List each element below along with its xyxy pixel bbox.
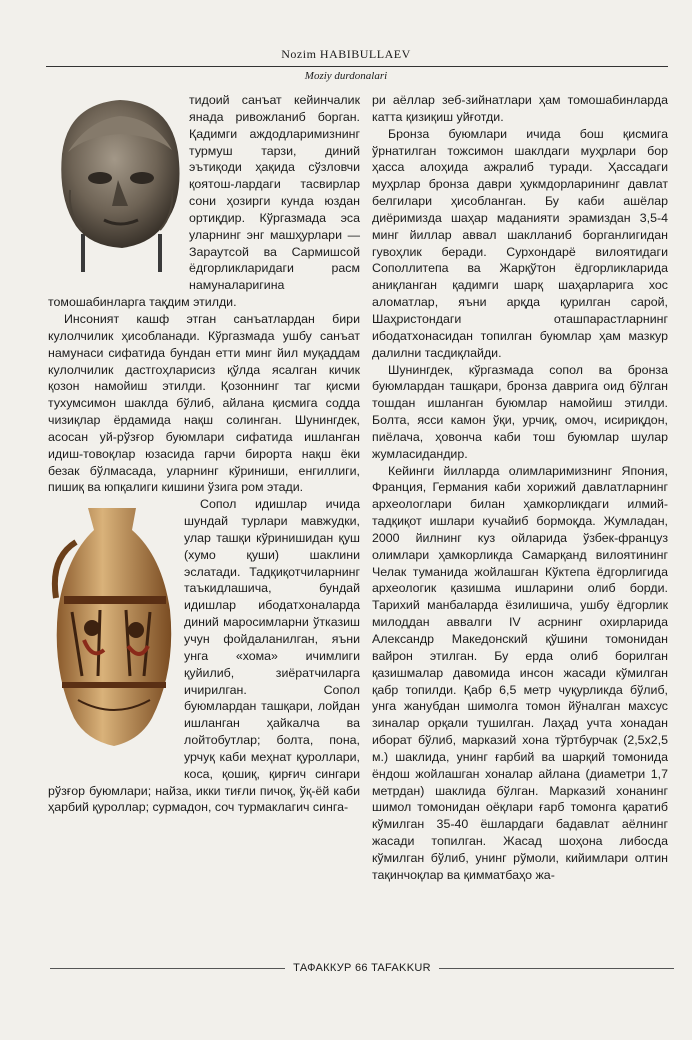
header-rule [46, 66, 668, 67]
left-column [48, 92, 360, 952]
footer-rule-right [439, 968, 674, 969]
right-paragraph-4: Кейинги йилларда олимларимизнинг Япония, Франция, Германия каби хорижий давлатларнинг археологлари билан ҳамкорликдаги илмий-тадқиқот ишлари кучайиб бормоқда. Жумладан, 2000 йилнинг куз ойларида ўзбек-француз олимлари ҳамкорликда Самарқанд вилоятининг Челак туманида жойлашган Кўктепа ёдгорлигида археологик қазишма ишларини олиб борди. Тарихий манбаларда ёзилишича, ушбу ёдгорлик милоддан аввалги IV асрнинг охирларида Александр Македонский қўшини томонидан вайрон этилган. Бу ерда олиб борилган қазишмалар давомида инсон жасади кўмилган қабр топилди. Қабр 6,5 метр чуқурликда бўлиб, унга жанубдан шимолга томон йўналган махсус зиналар орқали тушилган. Лаҳад учта хонадан иборат бўлиб, марказий хона тўртбурчак (2,5х2,5 м.) шаклида, унинг ғарбий ва шарқий томонида ёндош жойлашган хоналар айлана (диаметри 1,7 метрдан) шаклида бўлган. Марказий хонанинг шимол томонидан оёқлари ғарб томонга қаратиб кўмилган 35-40 ёшлардаги бадавлат аёлнинг жасади топилган. Жасад шоҳона либосда кўмилган бўлиб, унинг рўмоли, кийимлари олтин тақинчоқлар ва қимматбаҳо жа- [372, 463, 668, 882]
left-paragraph-1: тидоий санъат кейинчалик янада ривожланиб борган. Қадимги аждодларимизнинг турмуш тарзи, диний эътиқоди ҳақида сўзловчи қоятош-лардаги тасвирлар сони ҳозирги кунда юздан ортиқдир. Кўргазмада эса уларнинг энг машҳурлари — Зараутсой ва Сармишсой ёдгорликларидаги расм намуналаригина томошабинларга тақдим этилди. [48, 93, 360, 310]
footer-page-number: ТАФАККУР 66 TAFAKKUR [293, 962, 431, 974]
left-paragraph-3 [48, 496, 360, 816]
header-section-title: Moziy durdonalari [304, 70, 388, 82]
footer [50, 958, 674, 978]
header-author: Nozim HABIBULLAEV [281, 47, 411, 61]
footer-rule-left [50, 968, 285, 969]
right-paragraph-2: Бронза буюмлари ичида бош қисмига ўрнатилган тожсимон шаклдаги муҳрлари бор ҳасса алоҳида ажралиб туради. Ҳассадаги муҳрлар бронза даври ҳукмдорларининг давлат белгилари ҳисобланган. Бу каби ашёлар диёримизда шаҳар маданияти эрамиздан 3,5-4 минг йиллар аввал шаклланиб борганлигидан гувоҳлик беради. Сурхондарё вилоятидаги Сополлитепа ва Жарқўтон ёдгорликларида аниқланган қадимги шарқ шаҳарларига хос аломатлар, яъни арқда қурилган сарой, Шаҳристондаги оташпарастларнинг ибодатхонасидан топилган буюмлар ҳам мазкур далилни тасдиқлайди. [372, 126, 668, 360]
left-paragraph-2: Инсоният кашф этган санъатлардан бири кулолчилик ҳисобланади. Кўргазмада ушбу санъат намунаси сифатида бундан етти минг йил муқаддам кулолчилик дастгоҳларисиз қўлда ясалган кичик қозон намойиш этилди. Қозоннинг таг қисми тухумсимон шаклда бўлиб, айлана қисмига содда чизиқлар ёрдамида нақш солинган. Шунингдек, асосан уй-рўзғор буюмлари сифатида ишланган идиш-товоқлар юзасида гарчи бирорта нақш ёки безак бўлмасада, уларнинг кўриниши, енгиллиги, пишиқ ва юпқалиги кишини ўзига ром этади. [48, 311, 360, 495]
stone-head-sculpture-image [48, 94, 183, 294]
right-column [372, 92, 668, 952]
left-paragraph-3-text: Сопол идишлар ичида шундай турлари мавжудки, улар ташқи кўринишидан қуш (хумо қуши) шаклини эслатади. Тадқиқотчиларнинг таъкидлашича, бундай идишлар ибодатхоналарда диний маросимларни ўтказиш учун фойдаланилган, яъни унга «хома» ичимлиги қуйилиб, зиёратчиларга ичирилган. Сопол буюмлардан ташқари, лойдан ишланган ҳайкалча ва лойтобутлар; болта, пона, урчуқ каби меҳнат қуроллари, коса, қошиқ, қирғич сингари рўзғор буюмлари; найза, икки тиғли пичоқ, ўқ-ёй каби ҳарбий қуроллар; сурмадон, соч турмаклагич синга- [48, 497, 360, 815]
right-paragraph-3: Шунингдек, кўргазмада сопол ва бронза буюмлардан ташқари, бронза даврига оид бўлган тошдан ишланган буюмлар намойиш этилди. Болта, ясси камон ўқи, урчиқ, омоч, исириқдон, пиёлача, ҳовонча каби тош буюмлар шулар жумласидандир. [372, 362, 668, 461]
painted-vase-image [48, 500, 178, 766]
right-paragraph-1: ри аёллар зеб-зийнатлари ҳам томошабинларда катта қизиқиш уйғотди. [372, 93, 668, 124]
